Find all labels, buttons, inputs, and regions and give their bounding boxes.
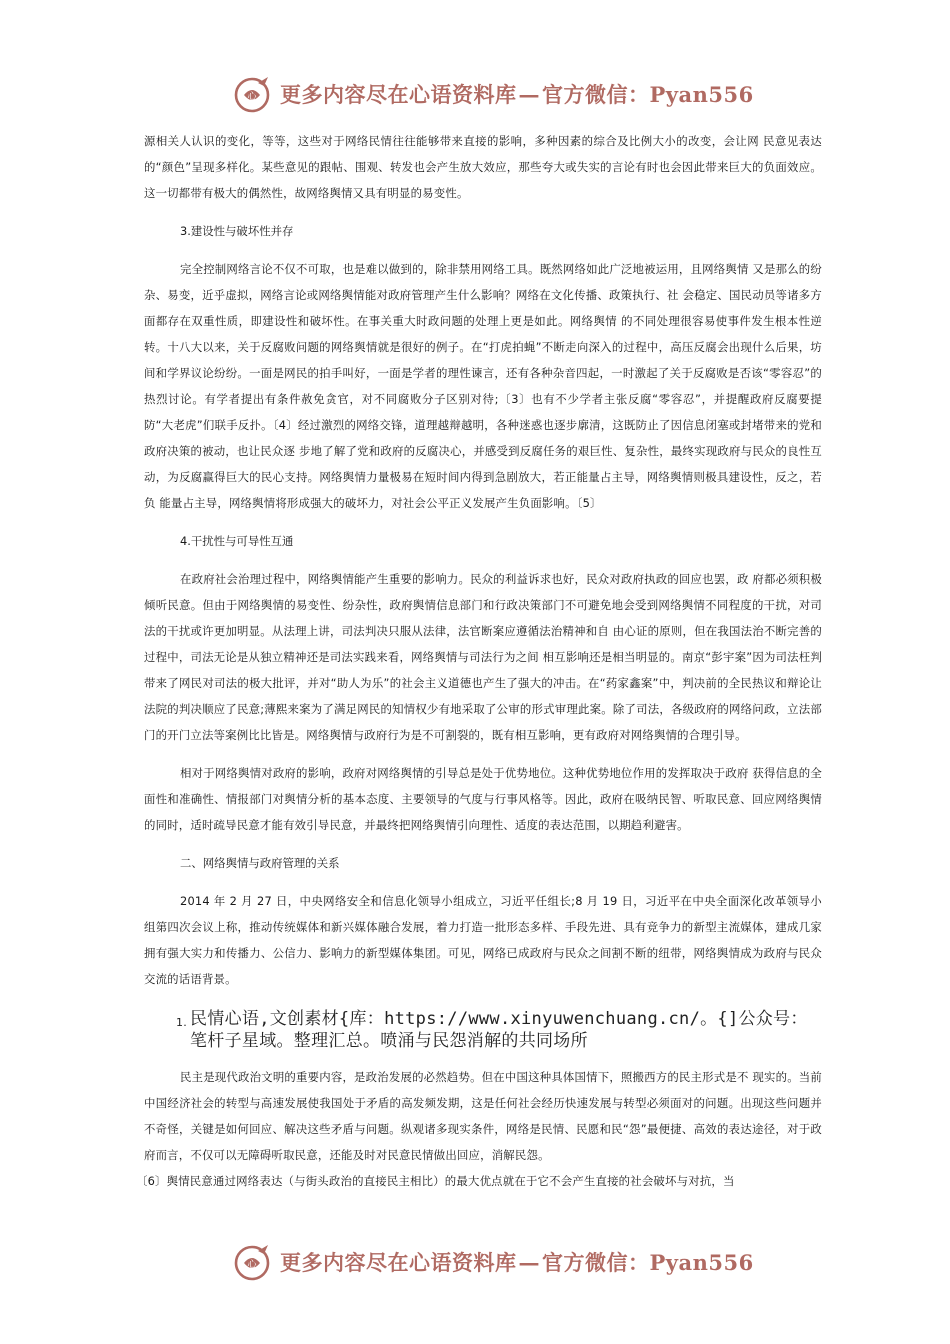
section-heading-2: 二、网络舆情与政府管理的关系 bbox=[180, 856, 340, 870]
document-body bbox=[136, 128, 822, 1194]
footer-banner bbox=[232, 1240, 754, 1284]
paragraph-5: 2014 年 2 月 27 日，中央网络安全和信息化领导小组成立，习近平任组长;8 月 19 日，习近平在中央全面深化改革领导小组第四次会议上称，推动传统媒体和新兴媒体融合发展，着力打造一批形态多样、手段先进、具有竞争力的新型主流媒体，建成几家拥有强大实力和传播力、公信力、影响力的新型媒体集团。可见，网络已成政府与民众之间割不断的纽带，网络舆情成为政府与民众交流的话语背景。 bbox=[144, 894, 822, 986]
paragraph-4: 相对于网络舆情对政府的影响，政府对网络舆情的引导总是处于优势地位。这种优势地位作用的发挥取决于政府 获得信息的全面性和准确性、情报部门对舆情分析的基本态度、主要领导的气度与行事风格等。因此，政府在吸纳民智、听取民意、回应网络舆情的同时，适时疏导民意才能有效引导民意，并最终把网络舆情引向理性、适度的表达范围，以期趋利避害。 bbox=[144, 766, 822, 832]
banner-library: 更多内容尽在心语资料库 bbox=[280, 82, 517, 107]
section-heading-3: 3.建设性与破坏性并存 bbox=[180, 224, 294, 238]
paragraph-3: 在政府社会治理过程中，网络舆情能产生重要的影响力。民众的利益诉求也好，民众对政府执政的回应也罢，政 府都必须积极倾听民意。但由于网络舆情的易变性、纷杂性，政府舆情信息部门和行政决策部门不可避免地会受到网络舆情不同程度的干扰，对司法的干扰或许更加明显。从法理上讲，司法判决只服从法律，法官断案应遵循法治精神和自 由心证的原则，但在我国法治不断完善的过程中，司法无论是从独立精神还是司法实践来看，网络舆情与司法行为之间 相互影响还是相当明显的。南京“彭宇案”因为司法枉判带来了网民对司法的极大批评，并对“助人为乐”的社会主义道德也产生了强大的冲击。在“药家鑫案”中，判决前的全民热议和辩论让法院的判决顺应了民意;薄熙来案为了满足网民的知情权少有地采取了公审的形式审理此案。除了司法，各级政府的网络问政，立法部门的开门立法等案例比比皆是。网络舆情与政府行为是不可割裂的，既有相互影响，更有政府对网络舆情的合理引导。 bbox=[144, 572, 822, 742]
banner-wechat: 官方微信：Pyan556 bbox=[542, 1250, 754, 1275]
banner-wechat: 官方微信：Pyan556 bbox=[542, 82, 754, 107]
banner-text bbox=[280, 1247, 754, 1277]
banner-separator: — bbox=[518, 82, 540, 107]
svg-text:心: 心 bbox=[247, 92, 257, 102]
logo-icon bbox=[232, 1241, 274, 1283]
header-banner bbox=[232, 72, 754, 116]
logo-icon bbox=[232, 73, 274, 115]
subsection-title bbox=[176, 1008, 822, 1052]
svg-text:心: 心 bbox=[247, 1260, 257, 1270]
banner-library: 更多内容尽在心语资料库 bbox=[280, 1250, 517, 1275]
banner-separator: — bbox=[518, 1250, 540, 1275]
subsection-title-text: 民情心语,文创素材{库：https://www.xinyuwenchuang.cn/。{]公众号：笔杆子星域。整理汇总。喷涌与民怨消解的共同场所 bbox=[190, 1009, 808, 1051]
paragraph-2: 完全控制网络言论不仅不可取，也是难以做到的，除非禁用网络工具。既然网络如此广泛地被运用，且网络舆情 又是那么的纷杂、易变，近乎虚拟，网络言论或网络舆情能对政府管理产生什么影响？网络在文化传播、政策执行、社 会稳定、国民动员等诸多方面都存在双重性质，即建设性和破坏性。在事关重大时政问题的处理上更是如此。网络舆情 的不同处理很容易使事件发生根本性逆转。十八大以来，关于反腐败问题的网络舆情就是很好的例子。在“打虎拍蝇”不断走向深入的过程中，高压反腐会出现什么后果，坊间和学界议论纷纷。一面是网民的拍手叫好，一面是学者的理性谏言，还有各种杂音四起，一时激起了关于反腐败是否该“零容忍”的热烈讨论。有学者提出有条件赦免贪官，对不同腐败分子区别对待;〔3〕也有不少学者主张反腐“零容忍”，并提醒政府反腐要提防“大老虎”们联手反扑。〔4〕经过激烈的网络交锋，道理越辩越明，各种迷惑也逐步廓清，这既防止了因信息闭塞或封堵带来的党和政府决策的被动，也让民众逐 步地了解了党和政府的反腐决心，并感受到反腐任务的艰巨性、复杂性，最终实现政府与民众的良性互动，为反腐赢得巨大的民心支持。网络舆情力量极易在短时间内得到急剧放大，若正能量占主导，网络舆情则极具建设性，反之，若负 能量占主导，网络舆情将形成强大的破坏力，对社会公平正义发展产生负面影响。〔5〕 bbox=[144, 262, 822, 510]
subsection-number: 1. bbox=[176, 1016, 188, 1029]
paragraph-7: 〔6〕舆情民意通过网络表达（与街头政治的直接民主相比）的最大优点就在于它不会产生直接的社会破坏与对抗，当 bbox=[136, 1174, 735, 1188]
paragraph-1: 源相关人认识的变化，等等，这些对于网络民情往往能够带来直接的影响，多种因素的综合及比例大小的改变，会让网 民意见表达的“颜色”呈现多样化。某些意见的跟帖、围观、转发也会产生放大效应，那些夸大或失实的言论有时也会因此带来巨大的负面效应。这一切都带有极大的偶然性，故网络舆情又具有明显的易变性。 bbox=[144, 134, 822, 200]
banner-text bbox=[280, 79, 754, 109]
section-heading-4: 4.干扰性与可导性互通 bbox=[180, 534, 294, 548]
paragraph-6: 民主是现代政治文明的重要内容，是政治发展的必然趋势。但在中国这种具体国情下，照搬西方的民主形式是不 现实的。当前中国经济社会的转型与高速发展使我国处于矛盾的高发频发期，这是任何社会经历快速发展与转型必须面对的问题。出现这些问题并不奇怪，关键是如何回应、解决这些矛盾与问题。纵观诸多现实条件，网络是民情、民愿和民“怨”最便捷、高效的表达途径，对于政府而言，不仅可以无障碍听取民意，还能及时对民意民情做出回应，消解民怨。 bbox=[144, 1070, 822, 1162]
